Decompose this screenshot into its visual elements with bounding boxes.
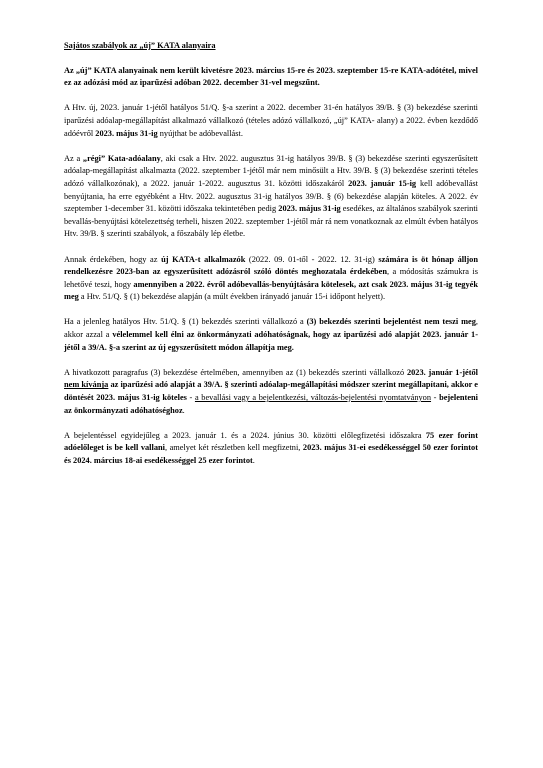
paragraph-kata-no-tax [64, 65, 478, 90]
text-run: 2023. január 15-ig [348, 178, 417, 188]
paragraph-presumption [64, 316, 478, 354]
text-run: . [182, 405, 185, 415]
text-run: A bejelentéssel egyidejűleg a 2023. január 1. és a 2024. június 30. közötti előlegfizetési időszakra [64, 430, 426, 440]
text-run: kell adóbevallást benyújtania, ha erre egyébként a Htv. 2022. augusztus 31-ig hatályos 39/B. § (6) bekezdése alapján köteles. A 2022. év szeptember 1-december 31. közötti időszaka tekintetében pedig [64, 178, 478, 214]
text-run: esedékes, az általános szabályok szerinti bevallás-benyújtási kötelezettség terheli, hiszen 2022. szeptember 1-jétől már rá nem vonatkoznak az elmúlt évben hatályos Htv. 39/B. § szerinti szabályok, a főszabály lép életbe. [64, 204, 478, 239]
text-run: vélelemmel kell élni az önkormányzati adóhatóságnak, hogy az iparűzési adó alapját 2023. január 1-jétől a 39/A. §-a szerint az új egyszerűsített módon állapítja meg. [64, 330, 478, 352]
paragraph-notification [64, 367, 478, 417]
text-run: 2023. május 31-ei esedékességgel 50 ezer forintot és 2024. március 18-ai esedékességgel 25 ezer forintot [64, 443, 478, 465]
text-run: 75 ezer forint adóelőleget is be kell vallani [64, 430, 478, 453]
document-page [64, 40, 478, 468]
text-run: nem kívánja [64, 380, 109, 390]
text-run: nyújthat be adóbevallást. [157, 128, 243, 138]
document-title: Sajátos szabályok az „új” KATA alanyaira [64, 41, 216, 50]
text-run: , a módosítás számukra is lehetővé teszi, hogy [64, 267, 478, 289]
text-run: az iparűzési adó alapját a 39/A. § szerinti adóalap-megállapítási módszer szerint megállapítani, akkor e döntését 2023. május 31-ig köteles [64, 380, 478, 403]
text-run: amennyiben a 2022. évről adóbevallás-benyújtására kötelesek, azt csak 2023. május 31-ig tegyék meg [64, 279, 478, 302]
text-run: Ha a jelenleg hatályos Htv. 51/Q. § (1) bekezdés szerinti vállalkozó a [64, 317, 307, 327]
text-run: 2023. január 1-jétől [406, 367, 478, 377]
text-run: - [431, 393, 440, 403]
text-run: bejelenteni az önkormányzati adóhatóséghoz [64, 393, 478, 415]
text-run: , amelyet két részletben kell megfizetni, [164, 443, 303, 453]
text-run: „régi” Kata-adóalany [82, 153, 161, 163]
text-run: , aki csak a Htv. 2022. augusztus 31-ig hatályos 39/B. § (3) bekezdése szerinti egyszerűsített adóalap-megállapítást alkalmazta (2022. szeptember 1-jétől már nem minősült a Htv. 39/B. § (3) bekezdése szerinti tételes adózó vállalkozónak), a 2022. január 1-2022. augusztus 31. közötti időszakáról [64, 153, 478, 188]
text-run: Az a [64, 153, 83, 163]
text-run: Annak érdekében, hogy az [64, 254, 162, 264]
text-run: új KATA-t alkalmazók [161, 254, 246, 264]
text-run: 2023. május 31-ig [278, 204, 341, 214]
text-run: A Htv. új, 2023. január 1-jétől hatályos 51/Q. §-a szerint a 2022. december 31-én hatályos 39/B. § (3) bekezdése szerinti iparűzési adóalap-megállapítást alkalmazó vállalkozó (tételes adózó vállalkozó, „új” KATA- alany) a 2022. évben kezdődő adóévről [64, 103, 478, 138]
text-run: a bevallási vagy a bejelentkezési, változás-bejelentési nyomtatványon [194, 393, 432, 403]
text-run: Az „új” KATA alanyainak nem került kivetésre 2023. március 15-re és 2023. szeptember 15-re KATA-adótétel, mivel ez az adózási mód az iparűzési adóban 2022. december 31-vel megszűnt. [64, 65, 478, 88]
text-run: , akkor azzal a [64, 317, 478, 340]
text-run: - [186, 393, 195, 403]
text-run: számára is öt hónap álljon rendelkezésre 2023-ban az egyszerűsített adózásról szóló döntés meghozatala érdekében [64, 254, 478, 277]
text-run: . [252, 456, 255, 465]
paragraph-new-kata-deadline [64, 254, 478, 304]
text-run: (2022. 09. 01-től - 2022. 12. 31-ig) [245, 254, 379, 264]
text-run: a Htv. 51/Q. § (1) bekezdése alapján (a múlt években irányadó január 15-i időpont helyett). [78, 292, 386, 302]
text-run: 2023. május 31-ig [95, 128, 158, 138]
text-run: A hivatkozott paragrafus (3) bekezdése értelmében, amennyiben az (1) bekezdés szerinti vállalkozó [64, 367, 407, 377]
text-run: (3) bekezdés szerinti bejelentést nem teszi meg [306, 317, 476, 327]
paragraph-advance-payment [64, 430, 478, 468]
paragraph-old-kata-subject [64, 153, 478, 241]
paragraph-htv-51q [64, 102, 478, 140]
